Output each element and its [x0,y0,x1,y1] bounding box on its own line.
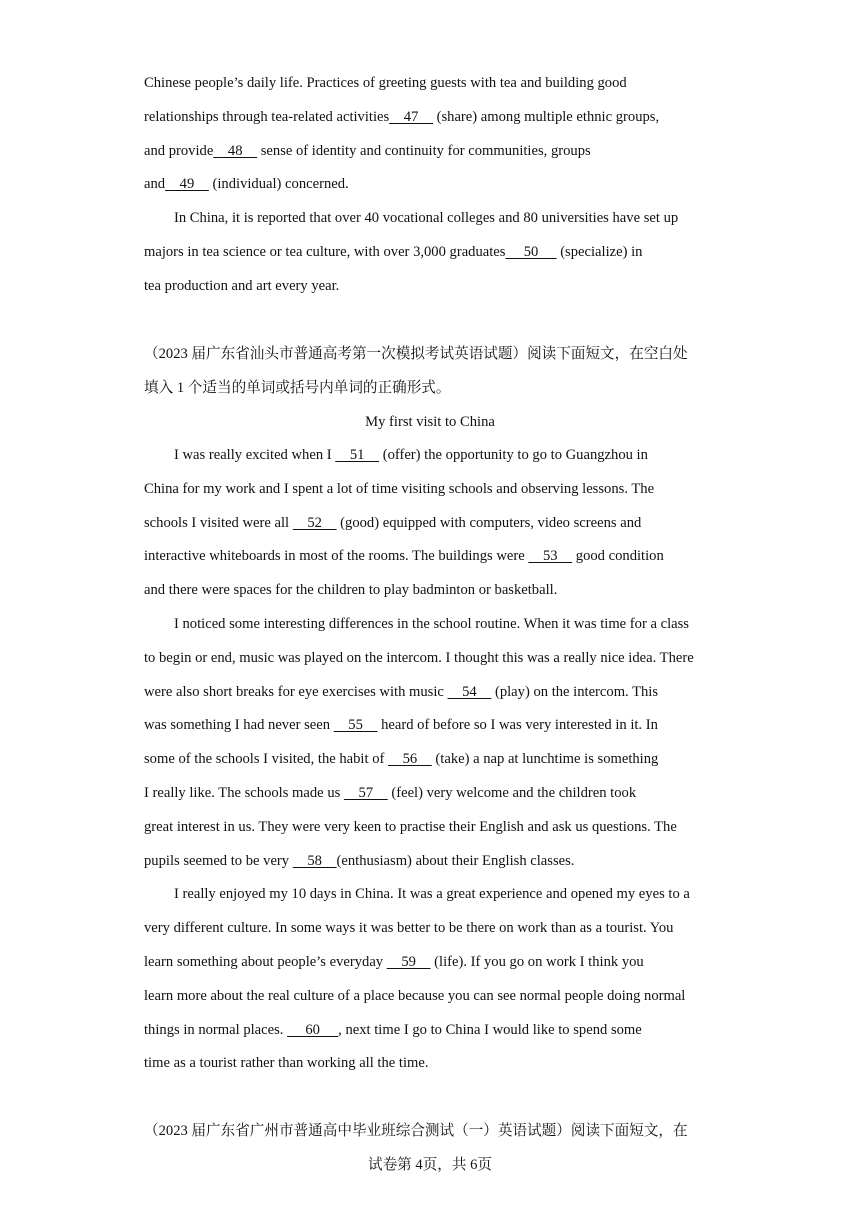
answer-blank: 58 [292,852,337,869]
text-line [144,918,673,938]
answer-blank: 49 [165,176,209,193]
answer-blank: 53 [528,548,573,565]
text-line [174,614,689,634]
line-text: learn something about people’s everyday [144,954,387,970]
line-text: (offer) the opportunity to go to Guangzhou in [379,447,648,463]
line-text: I really enjoyed my 10 days in China. It was a great experience and opened my eyes to a [174,886,690,903]
text-line [144,73,627,93]
line-text: time as a tourist rather than working all the time. [144,1055,429,1072]
line-text: China for my work and I spent a lot of time visiting schools and observing lessons. The [144,480,655,497]
text-line [144,749,658,769]
answer-blank: 52 [292,514,337,531]
text-line [144,1053,429,1073]
section-intro-line-2: 填入 1 个适当的单词或括号内单词的正确形式。 [144,380,451,396]
line-text: (play) on the intercom. This [491,683,659,700]
text-line [144,817,677,837]
line-text: I really like. The schools made us [144,785,344,801]
line-text: was something I had never seen [144,717,334,734]
page-footer: 试卷第 4页，共 6页 [367,1157,493,1173]
next-section-intro: （2023 届广东省广州市普通高中毕业班综合测试（一）英语试题）阅读下面短文，在 [144,1123,688,1139]
line-text: good condition [572,548,664,565]
text-line [144,141,591,161]
line-text: very different culture. In some ways it was better to be there on work than as a tourist. You [144,920,674,937]
text-line [144,952,644,972]
answer-blank: 57 [343,785,388,801]
text-line [144,513,641,533]
line-text: (share) among multiple ethnic groups, [432,108,660,125]
section-intro-line-1: （2023 届广东省汕头市普通高考第一次模拟考试英语试题）阅读下面短文，在空白处 [144,346,688,362]
text-line [144,1020,642,1040]
line-text: (enthusiasm) about their English classes. [336,852,575,869]
line-text: things in normal places. [144,1021,288,1038]
line-text: sense of identity and continuity for communities, groups [257,142,591,159]
text-line [144,648,694,668]
answer-blank: 59 [386,954,431,970]
line-text: (individual) concerned. [208,176,349,193]
line-text: (take) a nap at lunchtime is something [431,751,659,768]
text-line [144,107,659,127]
text-line [144,546,664,566]
line-text: I was really excited when I [174,447,336,463]
answer-blank: 51 [335,447,380,463]
line-text: (good) equipped with computers, video screens and [336,514,642,531]
line-text: great interest in us. They were very keen to practise their English and ask us questions. The [144,818,677,835]
line-text: majors in tea science or tea culture, with over 3,000 graduates [144,244,506,260]
line-text: and there were spaces for the children to play badminton or basketball. [144,582,558,599]
answer-blank: 55 [333,717,378,734]
line-text: (life). If you go on work I think you [430,954,644,970]
line-text: relationships through tea-related activities [144,108,390,125]
line-text: heard of before so I was very interested in it. In [377,717,658,734]
line-text: interactive whiteboards in most of the rooms. The buildings were [144,548,529,565]
text-line [144,479,654,499]
text-line [144,242,642,262]
text-line [144,783,636,803]
text-line [144,851,574,871]
text-line [174,445,648,465]
answer-blank: 50 [505,244,557,260]
text-line [144,682,658,702]
line-text: tea production and art every year. [144,277,340,294]
answer-blank: 60 [287,1021,339,1038]
line-text: and provide [144,142,214,159]
answer-blank: 54 [447,683,492,700]
line-text: were also short breaks for eye exercises with music [144,683,448,700]
line-text: learn more about the real culture of a place because you can see normal people doing normal [144,987,686,1004]
text-line [144,174,349,194]
line-text: schools I visited were all [144,514,293,531]
line-text: (feel) very welcome and the children took [387,785,637,801]
answer-blank: 56 [388,751,432,768]
text-line [144,715,658,735]
passage-title: My first visit to China [365,414,495,430]
line-text: In China, it is reported that over 40 vocational colleges and 80 universities have set up [174,210,679,227]
answer-blank: 47 [389,108,433,125]
line-text: to begin or end, music was played on the intercom. I thought this was a really nice idea. There [144,649,694,666]
line-text: , next time I go to China I would like to spend some [338,1021,642,1038]
line-text: I noticed some interesting differences in the school routine. When it was time for a class [174,616,689,632]
line-text: (specialize) in [556,244,643,260]
text-line [174,884,690,904]
text-line [144,986,685,1006]
answer-blank: 48 [213,142,258,159]
line-text: Chinese people’s daily life. Practices of greeting guests with tea and building good [144,75,627,91]
text-line [144,276,339,296]
line-text: pupils seemed to be very [144,852,293,869]
text-line [174,208,678,228]
text-line [144,580,557,600]
line-text: some of the schools I visited, the habit of [144,751,388,768]
line-text: and [144,176,166,193]
